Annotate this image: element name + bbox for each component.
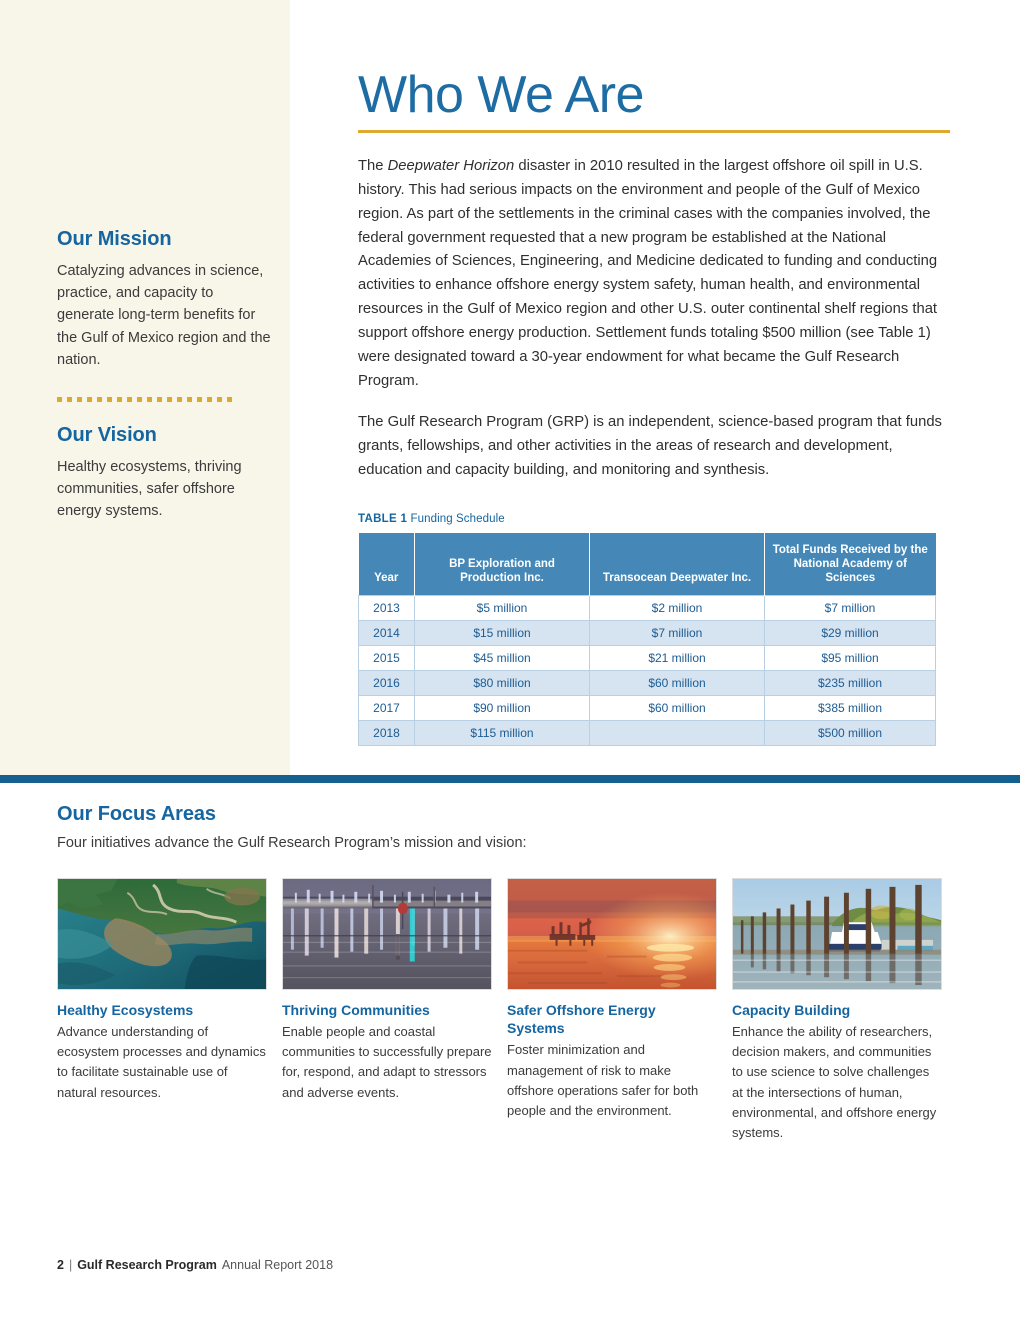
table-header-row-group bbox=[359, 533, 936, 595]
focus-card-capacity-building bbox=[732, 878, 942, 1143]
focus-card-title: Healthy Ecosystems bbox=[57, 1002, 194, 1018]
section-divider-bar bbox=[0, 775, 1020, 783]
intro-paragraph-2: The Gulf Research Program (GRP) is an independent, science-based program that funds grants, fellowships, and other activities in the areas of research and development, education and capacity building, and monitoring and synthesis. bbox=[358, 414, 942, 479]
cell-transocean bbox=[590, 720, 765, 745]
focus-card-text: Enhance the ability of researchers, decision makers, and communities to use science to solve challenges at the intersections of human, environmental, and offshore energy systems. bbox=[732, 1024, 937, 1140]
vision-block bbox=[57, 424, 272, 523]
focus-card-text: Foster minimization and management of risk to make offshore operations safer for both people and the environment. bbox=[507, 1042, 699, 1118]
focus-card-safer-offshore-energy bbox=[507, 878, 717, 1143]
mission-body: Catalyzing advances in science, practice, and capacity to generate long-term benefits for the Gulf of Mexico region and the nation. bbox=[57, 263, 271, 368]
cell-year: 2016 bbox=[359, 670, 415, 695]
focus-cards-row bbox=[57, 878, 963, 1143]
table-row bbox=[359, 595, 936, 620]
mission-block bbox=[57, 228, 272, 371]
column-header-transocean: Transocean Deepwater Inc. bbox=[590, 533, 765, 595]
cell-transocean: $7 million bbox=[590, 620, 765, 645]
table-body bbox=[359, 595, 936, 745]
cell-transocean: $60 million bbox=[590, 695, 765, 720]
cell-total: $385 million bbox=[765, 695, 936, 720]
table-row bbox=[359, 620, 936, 645]
intro-paragraph-1 bbox=[358, 155, 958, 395]
cell-bp: $15 million bbox=[415, 620, 590, 645]
page-title: Who We Are bbox=[358, 66, 644, 124]
main-column bbox=[358, 0, 958, 746]
cell-total: $500 million bbox=[765, 720, 936, 745]
focus-card-title: Safer Offshore Energy Systems bbox=[507, 1002, 656, 1037]
table-caption bbox=[358, 513, 935, 525]
focus-areas-heading: Our Focus Areas bbox=[57, 803, 216, 825]
footer-separator: | bbox=[68, 1258, 73, 1272]
column-header-year: Year bbox=[359, 533, 415, 595]
sidebar bbox=[57, 228, 272, 522]
vision-body: Healthy ecosystems, thriving communities, safer offshore energy systems. bbox=[57, 458, 242, 520]
dotted-divider bbox=[57, 397, 235, 402]
cell-year: 2017 bbox=[359, 695, 415, 720]
column-header-bp: BP Exploration and Production Inc. bbox=[415, 533, 590, 595]
focus-card-title: Thriving Communities bbox=[282, 1002, 430, 1018]
focus-card-text: Advance understanding of ecosystem processes and dynamics to facilitate sustainable use of natural resources. bbox=[57, 1024, 266, 1100]
column-header-total: Total Funds Received by the National Academy of Sciences bbox=[765, 533, 936, 595]
deepwater-horizon-italic: Deepwater Horizon bbox=[387, 157, 515, 174]
title-gold-rule bbox=[358, 130, 950, 133]
cell-total: $29 million bbox=[765, 620, 936, 645]
focus-card-healthy-ecosystems bbox=[57, 878, 267, 1143]
cell-total: $95 million bbox=[765, 645, 936, 670]
focus-card-text: Enable people and coastal communities to successfully prepare for, respond, and adapt to stressors and adverse events. bbox=[282, 1024, 492, 1100]
cell-transocean: $60 million bbox=[590, 670, 765, 695]
focus-card-title: Capacity Building bbox=[732, 1002, 851, 1018]
flooded-city-at-dusk-photo bbox=[282, 878, 492, 990]
footer-page-number: 2 bbox=[57, 1258, 64, 1272]
coastal-wetland-aerial-photo bbox=[57, 878, 267, 990]
footer-report-name: Annual Report 2018 bbox=[221, 1258, 334, 1272]
marina-dock-pilings-boat-photo bbox=[732, 878, 942, 990]
funding-table-wrapper bbox=[358, 513, 935, 746]
cell-bp: $90 million bbox=[415, 695, 590, 720]
cell-year: 2018 bbox=[359, 720, 415, 745]
focus-areas-section bbox=[57, 803, 963, 1143]
footer-organization: Gulf Research Program bbox=[77, 1258, 217, 1272]
table-header-row bbox=[359, 533, 936, 595]
vision-heading: Our Vision bbox=[57, 423, 157, 446]
cell-bp: $5 million bbox=[415, 595, 590, 620]
focus-card-thriving-communities bbox=[282, 878, 492, 1143]
offshore-oil-rig-sunset-photo bbox=[507, 878, 717, 990]
paragraph-1-pre: The bbox=[358, 157, 388, 174]
cell-bp: $80 million bbox=[415, 670, 590, 695]
cell-bp: $115 million bbox=[415, 720, 590, 745]
cell-year: 2014 bbox=[359, 620, 415, 645]
focus-areas-subtitle: Four initiatives advance the Gulf Research Program’s mission and vision: bbox=[57, 835, 527, 851]
cell-transocean: $2 million bbox=[590, 595, 765, 620]
page-footer bbox=[57, 1258, 333, 1272]
table-row bbox=[359, 645, 936, 670]
paragraph-1-post: disaster in 2010 resulted in the largest offshore oil spill in U.S. history. This had serious impacts on the environment and people of the Gulf of Mexico region. As part of the settlements in the criminal cases with the companies involved, the federal government requested that a new program be established at the National Academies of Sciences, Engineering, and Medicine dedicated to funding and conducting activities to enhance offshore energy system safety, human health, and environmental resources in the Gulf of Mexico region and other U.S. outer continental shelf regions that support offshore energy production. Settlement funds totaling $500 million (see Table 1) were designated toward a 30-year endowment for what became the Gulf Research Program. bbox=[358, 157, 938, 390]
mission-heading: Our Mission bbox=[57, 228, 172, 250]
funding-schedule-table bbox=[358, 533, 936, 746]
cell-total: $235 million bbox=[765, 670, 936, 695]
cell-transocean: $21 million bbox=[590, 645, 765, 670]
cell-total: $7 million bbox=[765, 595, 936, 620]
table-row bbox=[359, 695, 936, 720]
cell-year: 2015 bbox=[359, 645, 415, 670]
table-title: Funding Schedule bbox=[410, 513, 505, 526]
cell-year: 2013 bbox=[359, 595, 415, 620]
table-label: TABLE 1 bbox=[358, 513, 408, 526]
table-row bbox=[359, 670, 936, 695]
table-row bbox=[359, 720, 936, 745]
cell-bp: $45 million bbox=[415, 645, 590, 670]
